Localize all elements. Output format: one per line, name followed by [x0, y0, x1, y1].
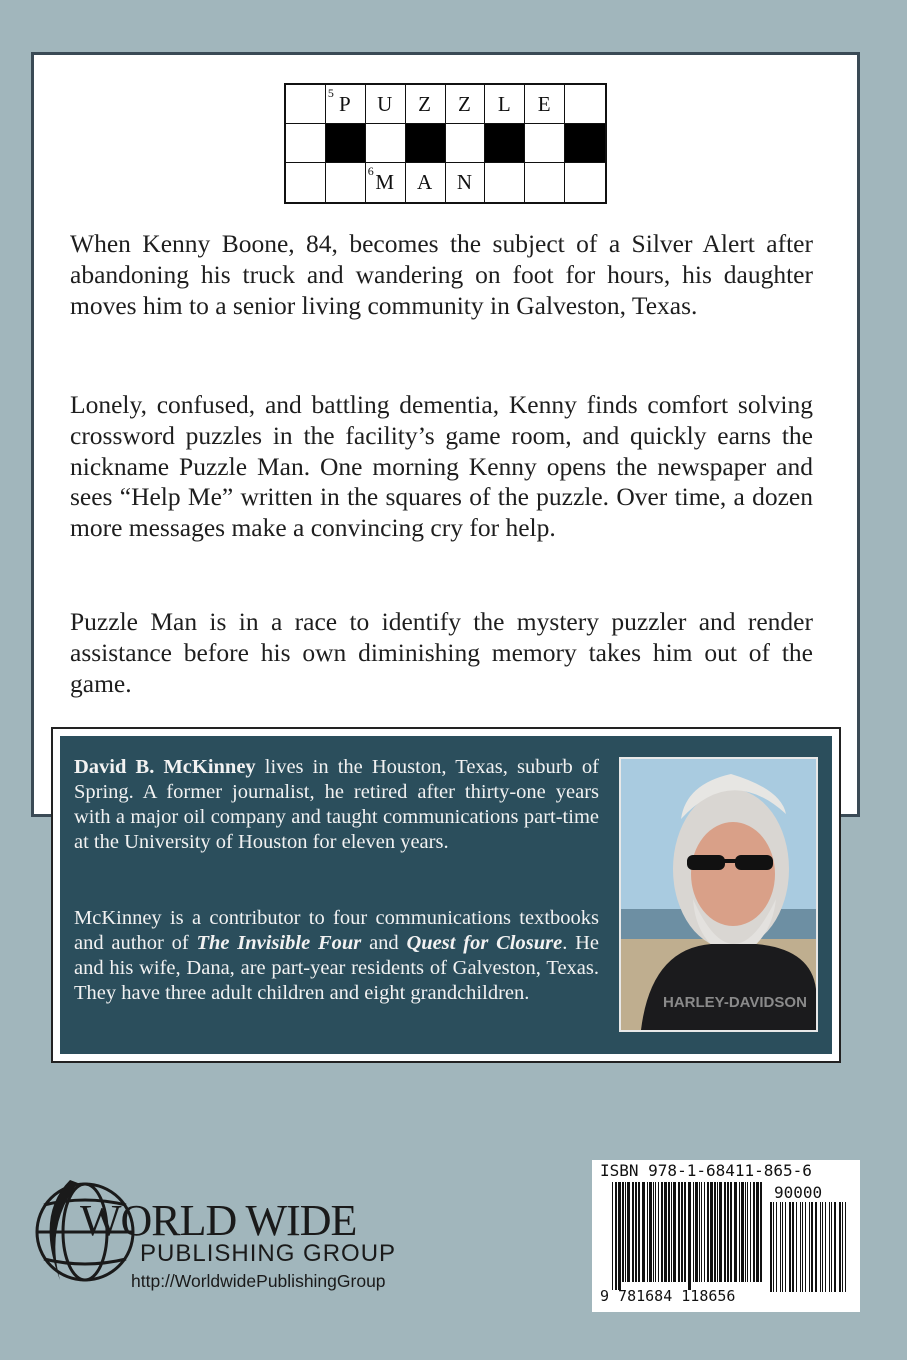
barcode-bar: [707, 1182, 709, 1282]
barcode-bar: [750, 1182, 751, 1282]
crossword-cell: [565, 163, 605, 202]
barcode-addon-bar: [792, 1202, 794, 1292]
barcode-addon: 90000: [774, 1183, 823, 1202]
barcode-bar: [695, 1182, 698, 1282]
crossword-cell: [446, 85, 486, 124]
barcode-addon-bar: [805, 1202, 806, 1292]
barcode-bar: [714, 1182, 716, 1282]
barcode-addon-bar: [809, 1202, 810, 1292]
barcode-addon-bar: [782, 1202, 783, 1292]
barcode-addon-bar: [831, 1202, 832, 1292]
crossword-cell: [366, 85, 406, 124]
crossword-cell: [446, 163, 486, 202]
crossword-clue-number: 5: [327, 86, 335, 100]
author-name: David B. McKinney: [74, 756, 256, 778]
crossword-cell: [525, 163, 565, 202]
barcode-bar: [730, 1182, 732, 1282]
barcode-addon-bar: [773, 1202, 774, 1292]
bio-paragraph-1: [74, 755, 599, 855]
barcode-addon-bar: [845, 1202, 846, 1292]
barcode-addon-bar: [776, 1202, 777, 1292]
barcode-bar: [642, 1182, 645, 1282]
barcode-bar: [615, 1182, 617, 1290]
barcode-addon-bar: [820, 1202, 821, 1292]
bio-p2-and: and: [361, 932, 407, 954]
blurb-paragraph-3: Puzzle Man is in a race to identify the mystery puzzler and render assistance before his own diminishing memory takes him out of the game.: [70, 607, 813, 698]
barcode-bar: [693, 1182, 694, 1282]
barcode-bar: [625, 1182, 626, 1282]
barcode-addon-bar: [770, 1202, 772, 1292]
shirt-text: HARLEY-DAVIDSON: [663, 994, 807, 1011]
barcode-bar: [747, 1182, 748, 1282]
barcode-addon-bar: [811, 1202, 813, 1292]
barcode-addon-bar: [839, 1202, 841, 1292]
crossword-cell: [406, 85, 446, 124]
barcode-bar: [661, 1182, 663, 1282]
bio-paragraph-2: [74, 906, 599, 1006]
crossword-black-cell: [326, 124, 366, 163]
barcode-bar: [727, 1182, 729, 1282]
crossword-letter: Z: [418, 91, 432, 116]
crossword-cell: [366, 124, 406, 163]
barcode-bar: [710, 1182, 713, 1282]
crossword-black-cell: [406, 124, 446, 163]
barcode-bar: [618, 1182, 621, 1290]
crossword-cell: [326, 85, 366, 124]
barcode-addon-bar: [825, 1202, 826, 1292]
barcode-bar: [673, 1182, 676, 1282]
barcode-bar: [638, 1182, 640, 1282]
crossword-letter: Z: [458, 91, 472, 116]
blurb-paragraph-1: When Kenny Boone, 84, becomes the subject of a Silver Alert after abandoning his truck and wandering on foot for hours, his daughter moves him to a senior living community in Galveston, Texas.: [70, 229, 813, 320]
barcode-bar: [622, 1182, 624, 1282]
isbn-label: ISBN 978-1-68411-865-6: [600, 1161, 812, 1180]
barcode-addon-bar: [815, 1202, 817, 1292]
barcode-bar: [664, 1182, 667, 1282]
barcode-addon-bar: [802, 1202, 803, 1292]
crossword-cell: [485, 163, 525, 202]
barcode-bar: [655, 1182, 656, 1282]
crossword-black-cell: [485, 124, 525, 163]
barcode-bar: [684, 1182, 686, 1282]
barcode-bar: [653, 1182, 654, 1282]
crossword-letter: L: [497, 91, 512, 116]
crossword-cell: [446, 124, 486, 163]
barcode-bar: [627, 1182, 630, 1282]
bio-p2-start: McKinney is a contributor to four communications textbooks and author of: [74, 907, 599, 954]
barcode-bar: [658, 1182, 659, 1282]
barcode-addon-bar: [800, 1202, 801, 1292]
barcode-bar: [678, 1182, 680, 1282]
crossword-cell: [406, 163, 446, 202]
publisher-group: PUBLISHING GROUP: [140, 1240, 397, 1267]
crossword-letter: N: [456, 170, 474, 194]
barcode-bar: [649, 1182, 652, 1282]
crossword-cell: [525, 85, 565, 124]
barcode-bar: [719, 1182, 722, 1282]
crossword-black-cell: [565, 124, 605, 163]
book-title-2: Quest for Closure: [406, 932, 563, 954]
crossword-cell: [565, 85, 605, 124]
barcode-bar: [760, 1182, 762, 1282]
barcode-bar: [753, 1182, 755, 1282]
barcode-bar: [612, 1182, 613, 1290]
crossword-letter: E: [537, 91, 552, 116]
author-photo-illustration: [621, 759, 816, 1030]
publisher-name: WORLD WIDE: [80, 1196, 357, 1245]
bio-p2-end: . He and his wife, Dana, are part-year residents of Galveston, Texas. They have three adult children and eight grandchildren.: [74, 932, 600, 1004]
barcode-addon-bar: [829, 1202, 830, 1292]
barcode-bar: [739, 1182, 740, 1282]
barcode-bar: [734, 1182, 737, 1282]
barcode-addon-bar: [834, 1202, 836, 1292]
crossword-graphic: [284, 83, 607, 204]
author-photo: [619, 757, 818, 1032]
crossword-cell: [366, 163, 406, 202]
crossword-cell: [525, 124, 565, 163]
crossword-cell: [326, 163, 366, 202]
crossword-letter: U: [377, 91, 394, 116]
barcode-bar: [681, 1182, 683, 1282]
barcode-bar: [717, 1182, 718, 1282]
barcode-bar: [724, 1182, 726, 1282]
barcode-addon-bar: [785, 1202, 786, 1292]
book-title-1: The Invisible Four: [196, 932, 362, 954]
barcode-addon-bar: [842, 1202, 843, 1292]
barcode-bar: [701, 1182, 702, 1282]
bio-p1-text: lives in the Houston, Texas, suburb of Spring. A former journalist, he retired after thirty-one years with a major oil company and taught communications part-time at the University of Houston for eleven years.: [74, 756, 599, 853]
barcode-addon-bar: [822, 1202, 823, 1292]
barcode-bar: [688, 1182, 691, 1290]
blurb-paragraph-2: Lonely, confused, and battling dementia, Kenny finds comfort solving crossword puzzles in the facility’s game room, and quickly earns the nickname Puzzle Man. One morning Kenny opens the newspaper and sees “Help Me” written in the squares of the puzzle. Over time, a dozen more messages make a convincing cry for help.: [70, 390, 813, 543]
crossword-letter: M: [375, 170, 396, 194]
barcode-bar: [647, 1182, 648, 1282]
barcode-bar: [668, 1182, 670, 1282]
barcode-bar: [756, 1182, 759, 1282]
publisher-url: http://WorldwidePublishingGroup: [131, 1271, 386, 1291]
barcode-addon-bar: [789, 1202, 791, 1292]
crossword-clue-number: 6: [367, 164, 375, 178]
crossword-cell: [286, 124, 326, 163]
barcode-bar: [671, 1182, 672, 1282]
barcode-digits: 9 781684 118656: [600, 1287, 736, 1305]
barcode-bar: [699, 1182, 700, 1282]
crossword-cell: [485, 85, 525, 124]
crossword-cell: [286, 163, 326, 202]
barcode-addon-bar: [780, 1202, 781, 1292]
crossword-letter: P: [338, 91, 352, 116]
barcode-bar: [632, 1182, 634, 1282]
barcode-bar: [741, 1182, 744, 1282]
barcode-addon-bar: [796, 1202, 797, 1292]
barcode-bar: [704, 1182, 705, 1282]
barcode-bar: [745, 1182, 746, 1282]
barcode-bar: [635, 1182, 637, 1282]
crossword-letter: A: [416, 170, 434, 194]
crossword-cell: [286, 85, 326, 124]
